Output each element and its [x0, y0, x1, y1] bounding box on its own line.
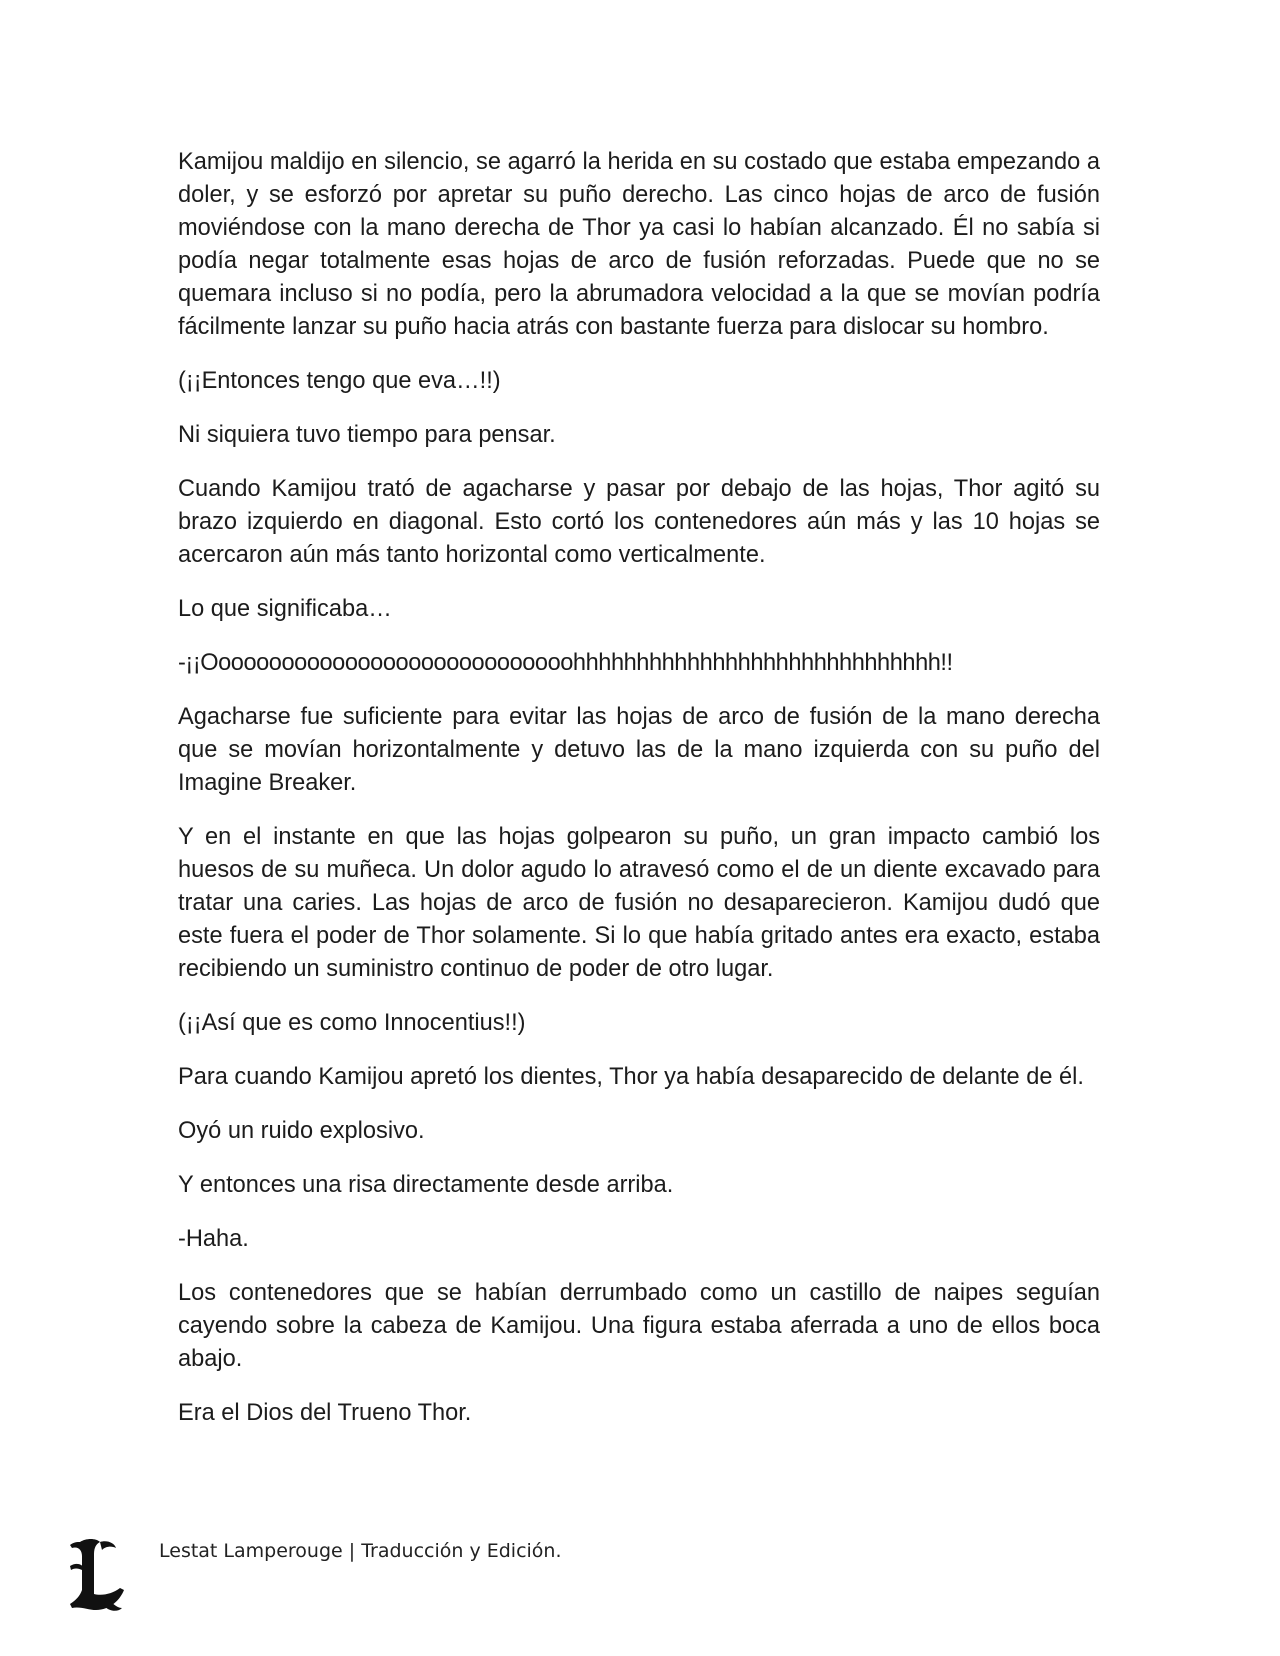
paragraph: Oyó un ruido explosivo.	[178, 1118, 425, 1144]
paragraph: -¡¡Ooooooooooooooooooooooooooooohhhhhhhhhhhhhhhhhhhhhhhhhhhhh!!	[178, 650, 953, 676]
paragraph: Y entonces una risa directamente desde arriba.	[178, 1172, 674, 1198]
paragraph: Agacharse fue suficiente para evitar las hojas de arco de fusión de la mano derecha que se movían horizontalmente y detuvo las de la mano izquierda con su puño del Imagine Breaker.	[178, 704, 1100, 796]
page-footer	[66, 1536, 766, 1616]
paragraph: Ni siquiera tuvo tiempo para pensar.	[178, 422, 556, 448]
paragraph: Cuando Kamijou trató de agacharse y pasar por debajo de las hojas, Thor agitó su brazo izquierdo en diagonal. Esto cortó los contenedores aún más y las 10 hojas se acercaron aún más tanto horizontal como verticalmente.	[178, 476, 1100, 568]
gothic-l-logo-icon	[66, 1536, 130, 1614]
paragraph: Lo que significaba…	[178, 596, 392, 622]
paragraph: Y en el instante en que las hojas golpearon su puño, un gran impacto cambió los huesos de su muñeca. Un dolor agudo lo atravesó como el de un diente excavado para tratar una caries. Las hojas de arco de fusión no desaparecieron. Kamijou dudó que este fuera el poder de Thor solamente. Si lo que había gritado antes era exacto, estaba recibiendo un suministro continuo de poder de otro lugar.	[178, 824, 1100, 982]
document-body	[178, 146, 1100, 1451]
paragraph: Los contenedores que se habían derrumbado como un castillo de naipes seguían cayendo sobre la cabeza de Kamijou. Una figura estaba aferrada a uno de ellos boca abajo.	[178, 1280, 1100, 1372]
paragraph: -Haha.	[178, 1226, 249, 1252]
paragraph: Era el Dios del Trueno Thor.	[178, 1400, 472, 1426]
paragraph: (¡¡Así que es como Innocentius!!)	[178, 1010, 526, 1036]
paragraph: Para cuando Kamijou apretó los dientes, Thor ya había desaparecido de delante de él.	[178, 1064, 1084, 1090]
paragraph: (¡¡Entonces tengo que eva…!!)	[178, 368, 501, 394]
footer-credit: Lestat Lamperouge | Traducción y Edición.	[159, 1540, 562, 1562]
paragraph: Kamijou maldijo en silencio, se agarró la herida en su costado que estaba empezando a doler, y se esforzó por apretar su puño derecho. Las cinco hojas de arco de fusión moviéndose con la mano derecha de Thor ya casi lo habían alcanzado. Él no sabía si podía negar totalmente esas hojas de arco de fusión reforzadas. Puede que no se quemara incluso si no podía, pero la abrumadora velocidad a la que se movían podría fácilmente lanzar su puño hacia atrás con bastante fuerza para dislocar su hombro.	[178, 149, 1100, 340]
